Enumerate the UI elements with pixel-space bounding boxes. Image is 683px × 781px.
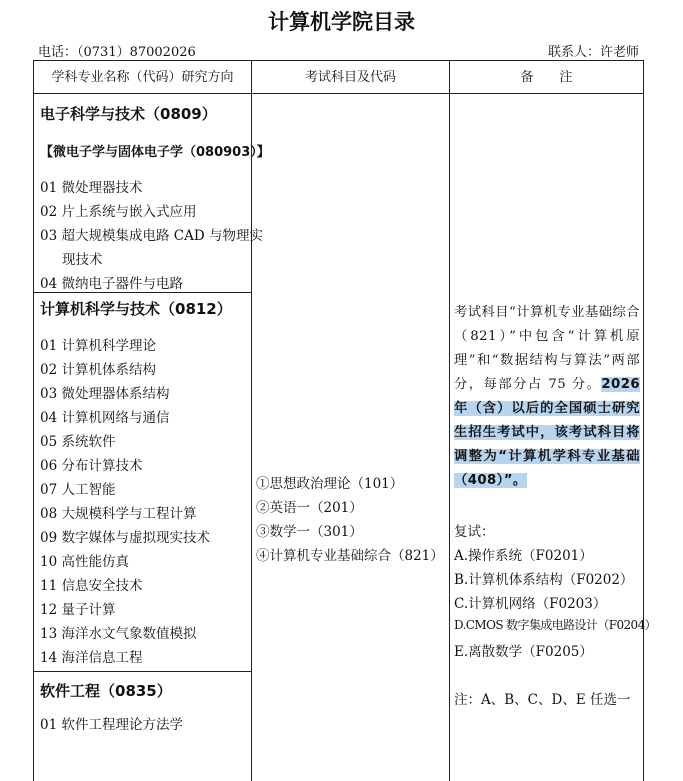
research-direction: 01 软件工程理论方法学 xyxy=(40,717,183,733)
contact-person: 联系人：许老师 xyxy=(547,45,639,60)
research-direction: 03 微处理器体系结构 xyxy=(40,386,170,402)
remarks-highlight: 2026年（含）以后的全国硕士研究生招生考试中，该考试科目将调整为“计算机学科专业基础（408）”。 xyxy=(454,377,640,488)
row-divider xyxy=(34,292,251,293)
phone-number: 电话：（0731）87002026 xyxy=(38,45,196,60)
section-title: 电子科学与技术（0809） xyxy=(40,105,217,123)
research-direction: 04 微纳电子器件与电路 xyxy=(40,276,183,292)
research-direction: 01 计算机科学理论 xyxy=(40,338,156,354)
page-title: 计算机学院目录 xyxy=(268,10,415,34)
retest-subject: D.CMOS 数字集成电路设计（F0204） xyxy=(454,618,657,632)
research-direction: 03 超大规模集成电路 CAD 与物理实 xyxy=(40,228,263,244)
research-direction: 10 高性能仿真 xyxy=(40,554,129,570)
remarks-footnote: 注：A、B、C、D、E 任选一 xyxy=(454,692,631,708)
retest-subject: B.计算机体系结构（F0202） xyxy=(454,572,634,588)
exam-subject: ②英语一（201） xyxy=(256,500,363,516)
exam-subject: ③数学一（301） xyxy=(256,524,363,540)
research-direction-continued: 现技术 xyxy=(62,252,103,268)
research-direction: 02 计算机体系结构 xyxy=(40,362,156,378)
remarks-intro: 考试科目“计算机专业基础综合（821）”中包含“计算机原理”和“数据结构与算法”两部分，每部分占 75 分。 xyxy=(454,305,640,392)
retest-subject: E.离散数学（F0205） xyxy=(454,644,593,660)
research-direction: 07 人工智能 xyxy=(40,482,116,498)
remarks-note xyxy=(454,301,640,493)
row-divider xyxy=(34,671,251,672)
column-divider xyxy=(251,61,252,781)
section-title: 软件工程（0835） xyxy=(40,682,172,700)
subsection-title: 【微电子学与固体电子学（080903）】 xyxy=(40,145,270,160)
retest-subject: C.计算机网络（F0203） xyxy=(454,596,607,612)
research-direction: 04 计算机网络与通信 xyxy=(40,410,170,426)
research-direction: 06 分布计算技术 xyxy=(40,458,143,474)
research-direction: 09 数字媒体与虚拟现实技术 xyxy=(40,530,210,546)
retest-label: 复试： xyxy=(454,524,495,540)
research-direction: 12 量子计算 xyxy=(40,602,116,618)
exam-subject: ①思想政治理论（101） xyxy=(256,476,404,492)
exam-subject: ④计算机专业基础综合（821） xyxy=(256,548,444,564)
research-direction: 11 信息安全技术 xyxy=(40,578,143,594)
research-direction: 05 系统软件 xyxy=(40,434,116,450)
research-direction: 14 海洋信息工程 xyxy=(40,650,143,666)
research-direction: 02 片上系统与嵌入式应用 xyxy=(40,204,197,220)
catalog-table xyxy=(33,60,657,781)
research-direction: 01 微处理器技术 xyxy=(40,180,143,196)
header-exam: 考试科目及代码 xyxy=(304,70,396,85)
research-direction: 08 大规模科学与工程计算 xyxy=(40,506,197,522)
column-divider xyxy=(449,61,450,781)
retest-subject: A.操作系统（F0201） xyxy=(454,548,593,564)
section-title: 计算机科学与技术（0812） xyxy=(40,300,232,318)
header-major: 学科专业名称（代码）研究方向 xyxy=(51,70,234,85)
research-direction: 13 海洋水文气象数值模拟 xyxy=(40,626,197,642)
header-remarks: 备 注 xyxy=(520,70,573,85)
